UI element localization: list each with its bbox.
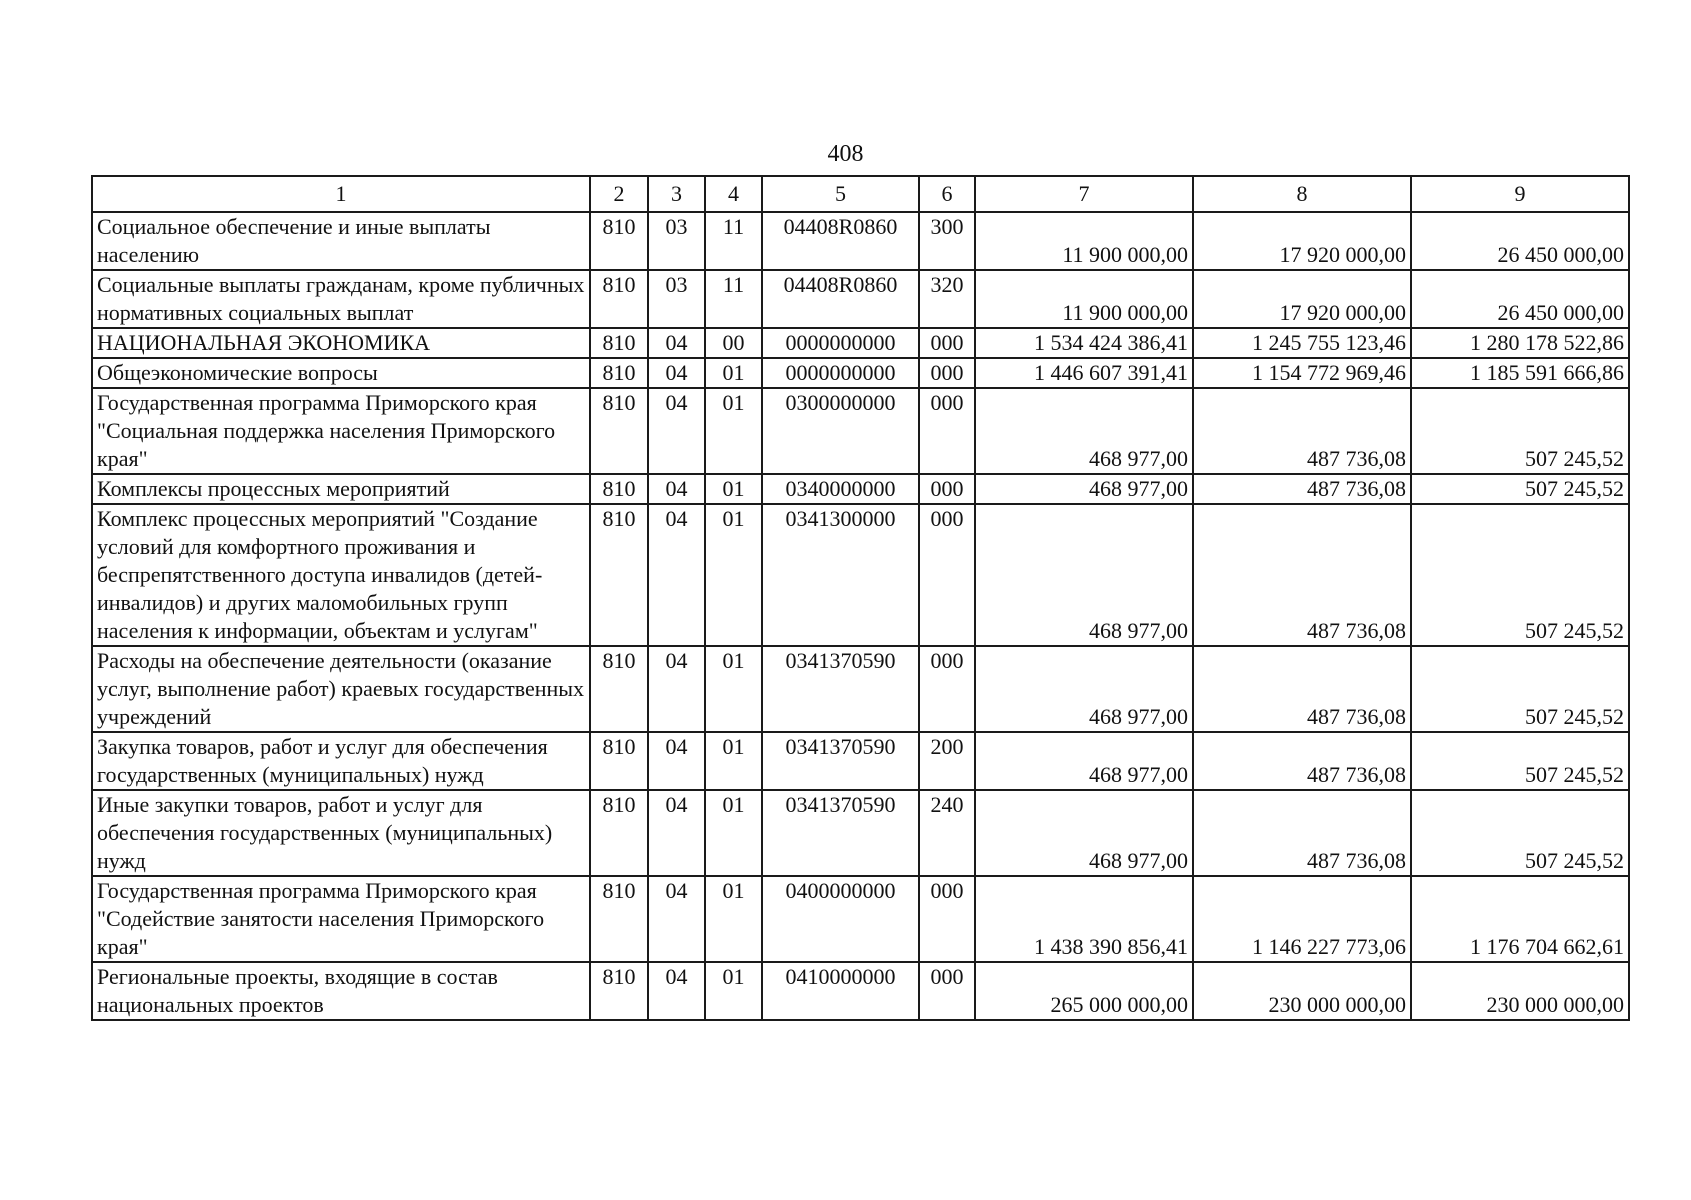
code-ministry: 810	[590, 328, 648, 358]
amount-col9: 1 185 591 666,86	[1411, 358, 1629, 388]
code-ministry: 810	[590, 212, 648, 270]
amount-col8: 17 920 000,00	[1193, 270, 1411, 328]
row-name: Государственная программа Приморского края "Социальная поддержка населения Приморского края"	[92, 388, 590, 474]
amount-col9: 26 450 000,00	[1411, 212, 1629, 270]
column-header: 4	[705, 176, 762, 212]
row-name: НАЦИОНАЛЬНАЯ ЭКОНОМИКА	[92, 328, 590, 358]
amount-col7: 265 000 000,00	[975, 962, 1193, 1020]
code-section: 04	[648, 358, 705, 388]
column-header: 6	[919, 176, 975, 212]
amount-col8: 487 736,08	[1193, 474, 1411, 504]
code-section: 04	[648, 388, 705, 474]
code-section: 04	[648, 474, 705, 504]
amount-col9: 507 245,52	[1411, 732, 1629, 790]
amount-col9: 507 245,52	[1411, 504, 1629, 646]
code-ministry: 810	[590, 790, 648, 876]
amount-col8: 230 000 000,00	[1193, 962, 1411, 1020]
table-row	[92, 504, 1629, 646]
row-name: Расходы на обеспечение деятельности (оказание услуг, выполнение работ) краевых государственных учреждений	[92, 646, 590, 732]
amount-col7: 468 977,00	[975, 646, 1193, 732]
code-subsection: 01	[705, 358, 762, 388]
code-subsection: 01	[705, 474, 762, 504]
table-row	[92, 388, 1629, 474]
table-row	[92, 962, 1629, 1020]
code-subsection: 01	[705, 732, 762, 790]
code-ministry: 810	[590, 646, 648, 732]
table-body	[92, 212, 1629, 1020]
amount-col8: 487 736,08	[1193, 732, 1411, 790]
amount-col7: 468 977,00	[975, 732, 1193, 790]
column-header: 7	[975, 176, 1193, 212]
code-section: 04	[648, 962, 705, 1020]
amount-col7: 468 977,00	[975, 388, 1193, 474]
code-subsection: 11	[705, 270, 762, 328]
table-row	[92, 270, 1629, 328]
code-expense-type: 300	[919, 212, 975, 270]
amount-col7: 1 534 424 386,41	[975, 328, 1193, 358]
table-row	[92, 358, 1629, 388]
code-target-article: 0341370590	[762, 646, 919, 732]
amount-col8: 487 736,08	[1193, 790, 1411, 876]
amount-col7: 468 977,00	[975, 474, 1193, 504]
amount-col9: 507 245,52	[1411, 646, 1629, 732]
code-subsection: 01	[705, 504, 762, 646]
table-row	[92, 732, 1629, 790]
code-expense-type: 000	[919, 876, 975, 962]
code-ministry: 810	[590, 962, 648, 1020]
amount-col7: 11 900 000,00	[975, 212, 1193, 270]
code-expense-type: 000	[919, 474, 975, 504]
amount-col8: 487 736,08	[1193, 646, 1411, 732]
amount-col8: 487 736,08	[1193, 388, 1411, 474]
code-subsection: 11	[705, 212, 762, 270]
code-target-article: 0410000000	[762, 962, 919, 1020]
code-ministry: 810	[590, 504, 648, 646]
amount-col8: 1 245 755 123,46	[1193, 328, 1411, 358]
code-expense-type: 000	[919, 962, 975, 1020]
column-header: 8	[1193, 176, 1411, 212]
row-name: Иные закупки товаров, работ и услуг для обеспечения государственных (муниципальных) нужд	[92, 790, 590, 876]
row-name: Общеэкономические вопросы	[92, 358, 590, 388]
header-row	[92, 176, 1629, 212]
amount-col9: 1 176 704 662,61	[1411, 876, 1629, 962]
amount-col8: 487 736,08	[1193, 504, 1411, 646]
table-row	[92, 328, 1629, 358]
amount-col7: 468 977,00	[975, 504, 1193, 646]
row-name: Государственная программа Приморского края "Содействие занятости населения Приморского края"	[92, 876, 590, 962]
amount-col7: 11 900 000,00	[975, 270, 1193, 328]
code-target-article: 0000000000	[762, 328, 919, 358]
code-target-article: 0341300000	[762, 504, 919, 646]
amount-col7: 468 977,00	[975, 790, 1193, 876]
table-row	[92, 790, 1629, 876]
row-name: Комплекс процессных мероприятий "Создание условий для комфортного проживания и беспрепятственного доступа инвалидов (детей-инвалидов) и других маломобильных групп населения к информации, объектам и услугам"	[92, 504, 590, 646]
table-row	[92, 212, 1629, 270]
table-row	[92, 474, 1629, 504]
code-target-article: 0400000000	[762, 876, 919, 962]
amount-col9: 507 245,52	[1411, 474, 1629, 504]
column-header: 5	[762, 176, 919, 212]
code-section: 04	[648, 328, 705, 358]
amount-col8: 1 146 227 773,06	[1193, 876, 1411, 962]
code-target-article: 0340000000	[762, 474, 919, 504]
code-target-article: 04408R0860	[762, 270, 919, 328]
row-name: Социальные выплаты гражданам, кроме публичных нормативных социальных выплат	[92, 270, 590, 328]
code-section: 04	[648, 646, 705, 732]
amount-col9: 26 450 000,00	[1411, 270, 1629, 328]
code-subsection: 01	[705, 962, 762, 1020]
code-ministry: 810	[590, 270, 648, 328]
code-subsection: 01	[705, 790, 762, 876]
code-section: 03	[648, 212, 705, 270]
code-target-article: 0341370590	[762, 790, 919, 876]
code-expense-type: 000	[919, 646, 975, 732]
amount-col8: 1 154 772 969,46	[1193, 358, 1411, 388]
code-target-article: 04408R0860	[762, 212, 919, 270]
code-subsection: 01	[705, 876, 762, 962]
code-ministry: 810	[590, 358, 648, 388]
amount-col9: 507 245,52	[1411, 388, 1629, 474]
code-section: 04	[648, 504, 705, 646]
code-target-article: 0341370590	[762, 732, 919, 790]
code-target-article: 0300000000	[762, 388, 919, 474]
table-header	[92, 176, 1629, 212]
row-name: Комплексы процессных мероприятий	[92, 474, 590, 504]
code-ministry: 810	[590, 732, 648, 790]
amount-col7: 1 438 390 856,41	[975, 876, 1193, 962]
amount-col7: 1 446 607 391,41	[975, 358, 1193, 388]
column-header: 2	[590, 176, 648, 212]
code-expense-type: 320	[919, 270, 975, 328]
code-section: 03	[648, 270, 705, 328]
code-section: 04	[648, 790, 705, 876]
budget-table	[91, 175, 1630, 1021]
code-expense-type: 000	[919, 358, 975, 388]
code-ministry: 810	[590, 876, 648, 962]
code-target-article: 0000000000	[762, 358, 919, 388]
row-name: Закупка товаров, работ и услуг для обеспечения государственных (муниципальных) нужд	[92, 732, 590, 790]
code-expense-type: 200	[919, 732, 975, 790]
code-ministry: 810	[590, 388, 648, 474]
page-number: 408	[827, 141, 864, 167]
column-header: 1	[92, 176, 590, 212]
column-header: 9	[1411, 176, 1629, 212]
code-subsection: 00	[705, 328, 762, 358]
amount-col9: 1 280 178 522,86	[1411, 328, 1629, 358]
code-ministry: 810	[590, 474, 648, 504]
code-subsection: 01	[705, 646, 762, 732]
amount-col9: 507 245,52	[1411, 790, 1629, 876]
table-row	[92, 646, 1629, 732]
code-subsection: 01	[705, 388, 762, 474]
amount-col9: 230 000 000,00	[1411, 962, 1629, 1020]
code-expense-type: 000	[919, 388, 975, 474]
code-expense-type: 000	[919, 504, 975, 646]
amount-col8: 17 920 000,00	[1193, 212, 1411, 270]
code-section: 04	[648, 876, 705, 962]
table-row	[92, 876, 1629, 962]
code-expense-type: 240	[919, 790, 975, 876]
row-name: Социальное обеспечение и иные выплаты населению	[92, 212, 590, 270]
code-section: 04	[648, 732, 705, 790]
code-expense-type: 000	[919, 328, 975, 358]
column-header: 3	[648, 176, 705, 212]
row-name: Региональные проекты, входящие в состав национальных проектов	[92, 962, 590, 1020]
